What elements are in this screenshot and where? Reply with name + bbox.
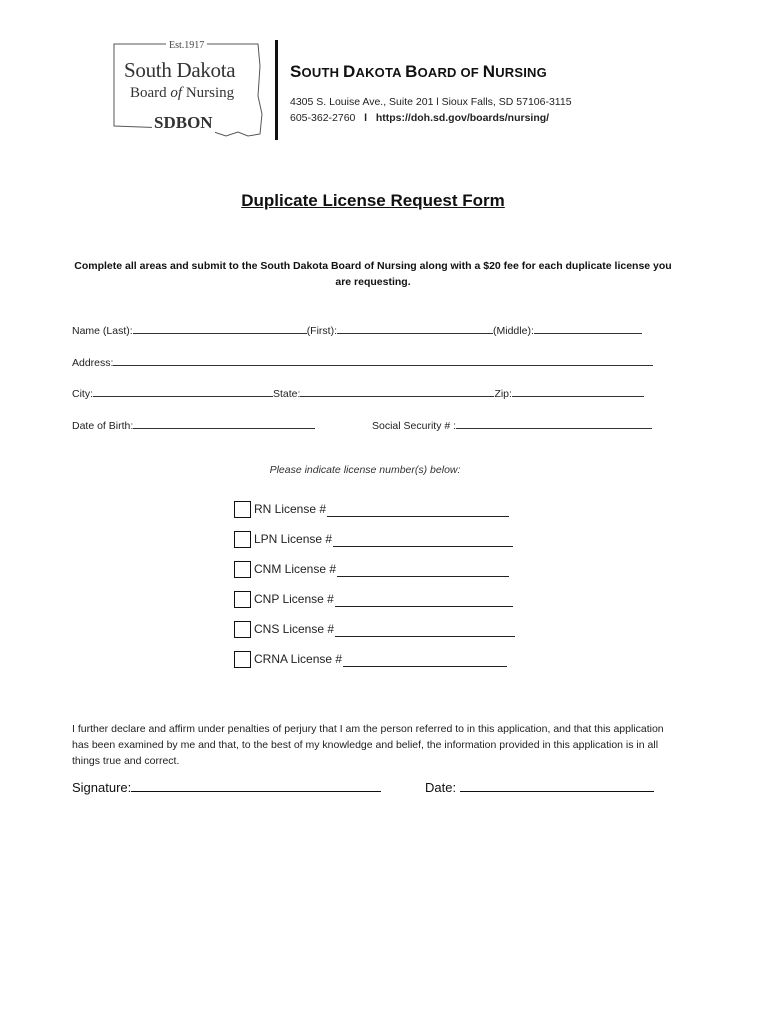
crna-checkbox[interactable] (234, 651, 251, 668)
organization-name: SOUTH DAKOTA BOARD OF NURSING (290, 62, 547, 81)
perjury-declaration: I further declare and affirm under penalties of perjury that I am the person referred to in this application, and that this application has been examined by me and that, to the best of my knowledge and belief, the information provided in this application is in all things true and correct. (72, 723, 664, 767)
city-state-zip-row (72, 385, 644, 400)
cnp-checkbox[interactable] (234, 591, 251, 608)
logo-state-name: South Dakota (124, 58, 236, 82)
form-instructions: Complete all areas and submit to the South Dakota Board of Nursing along with a $20 fee for each duplicate license you are requesting. (74, 260, 672, 288)
organization-phone: 605-362-2760 (290, 112, 356, 124)
middle-name-label: (Middle): (493, 325, 534, 337)
signature-label: Signature: (72, 780, 132, 795)
date-label: Date: (425, 780, 457, 795)
cnp-license-field[interactable] (335, 592, 513, 607)
crna-license-label: CRNA License # (254, 652, 343, 666)
state-field[interactable] (300, 385, 494, 397)
cnp-license-label: CNP License # (254, 592, 334, 606)
ssn-label: Social Security # : (372, 420, 457, 432)
cns-license-label: CNS License # (254, 622, 335, 636)
middle-name-field[interactable] (534, 322, 642, 334)
lpn-checkbox[interactable] (234, 531, 251, 548)
license-row-cnp (234, 589, 513, 609)
first-name-field[interactable] (337, 322, 493, 334)
name-row (72, 322, 642, 337)
header-divider (275, 40, 278, 140)
cnm-license-field[interactable] (337, 562, 509, 577)
dob-label: Date of Birth: (72, 420, 134, 432)
date-field[interactable] (460, 778, 654, 792)
dob-row (72, 417, 315, 432)
logo-established: Est.1917 (166, 40, 207, 51)
address-label: Address: (72, 357, 114, 369)
contact-separator: l (364, 112, 368, 124)
lpn-license-label: LPN License # (254, 532, 333, 546)
first-name-label: (First): (306, 325, 338, 337)
cns-checkbox[interactable] (234, 621, 251, 638)
rn-license-field[interactable] (327, 502, 509, 517)
ssn-row (372, 417, 652, 432)
zip-label: Zip: (494, 388, 512, 400)
zip-field[interactable] (512, 385, 644, 397)
logo-board-name: Board of Nursing (130, 85, 235, 101)
state-label: State: (273, 388, 301, 400)
lpn-license-field[interactable] (333, 532, 513, 547)
address-row (72, 354, 653, 369)
city-field[interactable] (93, 385, 273, 397)
cnm-license-label: CNM License # (254, 562, 337, 576)
crna-license-field[interactable] (343, 652, 507, 667)
rn-checkbox[interactable] (234, 501, 251, 518)
signature-field[interactable] (131, 778, 381, 792)
city-label: City: (72, 388, 93, 400)
organization-address: 4305 S. Louise Ave., Suite 201 l Sioux Falls, SD 57106-3115 (290, 96, 572, 108)
license-row-lpn (234, 529, 513, 549)
license-row-cnm (234, 559, 509, 579)
cnm-checkbox[interactable] (234, 561, 251, 578)
organization-contact (290, 112, 549, 124)
dob-field[interactable] (133, 417, 315, 429)
sdbon-logo (108, 36, 268, 146)
address-field[interactable] (113, 354, 653, 366)
form-title: Duplicate License Request Form (241, 191, 505, 210)
organization-url[interactable]: https://doh.sd.gov/boards/nursing/ (375, 112, 550, 124)
date-row (425, 778, 654, 795)
rn-license-label: RN License # (254, 502, 327, 516)
last-name-field[interactable] (133, 322, 307, 334)
signature-row (72, 778, 381, 795)
license-row-cns (234, 619, 515, 639)
license-row-crna (234, 649, 507, 669)
license-row-rn (234, 499, 509, 519)
license-instruction: Please indicate license number(s) below: (269, 464, 461, 476)
ssn-field[interactable] (456, 417, 652, 429)
cns-license-field[interactable] (335, 622, 515, 637)
logo-abbreviation: SDBON (154, 113, 213, 132)
last-name-label: Name (Last): (72, 325, 133, 337)
